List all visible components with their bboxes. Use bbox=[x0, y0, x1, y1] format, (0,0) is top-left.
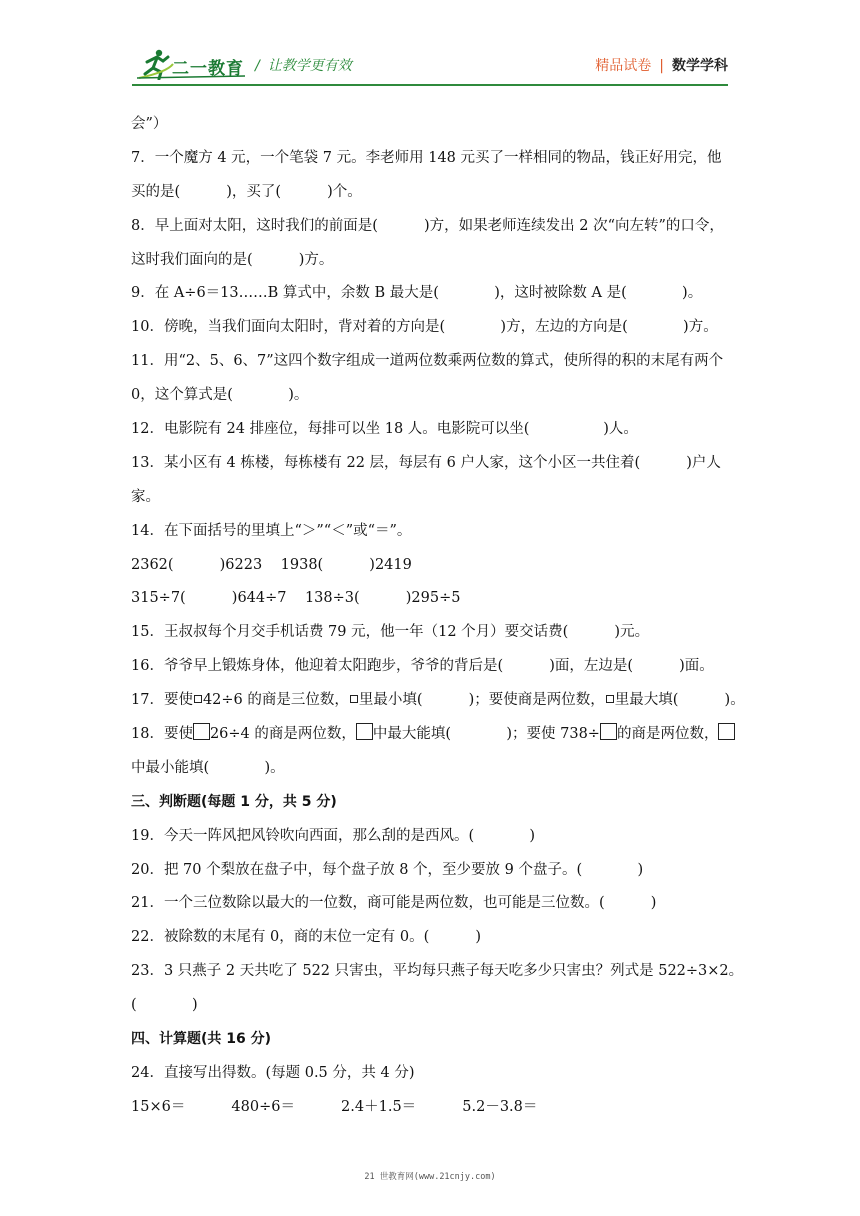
question-24: 24．直接写出得数。(每题 0.5 分，共 4 分) bbox=[131, 1064, 415, 1081]
question-20: 20．把 70 个梨放在盘子中，每个盘子放 8 个，至少要放 9 个盘子。( ) bbox=[131, 861, 644, 878]
question-17 bbox=[131, 684, 745, 718]
small-box-icon bbox=[194, 695, 202, 703]
exam-content bbox=[131, 108, 745, 1125]
question-23-line-2: ( ) bbox=[131, 997, 198, 1014]
q17-part: 17．要使 bbox=[131, 692, 193, 709]
question-21: 21．一个三位数除以最大的一位数，商可能是两位数，也可能是三位数。( ) bbox=[131, 895, 657, 912]
question-11-line-1: 11．用“2、5、6、7”这四个数字组成一道两位数乘两位数的算式，使所得的积的末尾有两个 bbox=[131, 353, 724, 370]
small-box-icon bbox=[606, 695, 614, 703]
slogan-text: 让教学更有效 bbox=[267, 58, 352, 74]
question-13-line-1: 13．某小区有 4 栋楼，每栋楼有 22 层，每层有 6 户人家，这个小区一共住着( )户人 bbox=[131, 454, 721, 471]
header-divider bbox=[132, 84, 728, 86]
question-14-row-1: 2362( )6223 1938( )2419 bbox=[131, 556, 412, 573]
question-18-line-2: 中最小能填( )。 bbox=[131, 759, 285, 776]
slogan: / 让教学更有效 bbox=[255, 58, 352, 74]
question-7-line-1: 7．一个魔方 4 元，一个笔袋 7 元。李老师用 148 元买了一样相同的物品，钱正好用完，他 bbox=[131, 149, 722, 166]
text-line: 会”） bbox=[131, 116, 168, 132]
question-16: 16．爷爷早上锻炼身体，他迎着太阳跑步，爷爷的背后是( )面，左边是( )面。 bbox=[131, 658, 714, 675]
question-14: 14．在下面括号的里填上“＞”“＜”或“＝”。 bbox=[131, 522, 412, 539]
small-box-icon bbox=[350, 695, 358, 703]
q17-part: 里最大填( )。 bbox=[614, 692, 745, 709]
question-24-row: 15×6＝ 480÷6＝ 2.4＋1.5＝ 5.2－3.8＝ bbox=[131, 1098, 538, 1115]
q18-part: 26÷4 的商是两位数， bbox=[209, 726, 356, 743]
question-18-line-1 bbox=[131, 718, 731, 752]
square-box-icon bbox=[193, 723, 210, 740]
question-22: 22．被除数的末尾有 0，商的末位一定有 0。( ) bbox=[131, 929, 482, 946]
square-box-icon bbox=[718, 723, 735, 740]
question-12: 12．电影院有 24 排座位，每排可以坐 18 人。电影院可以坐( )人。 bbox=[131, 421, 638, 438]
question-8-line-1: 8．早上面对太阳，这时我们的前面是( )方，如果老师连续发出 2 次“向左转”的口令， bbox=[131, 217, 724, 234]
label-subject: 数学学科 bbox=[672, 58, 728, 74]
q18-part: 中最大能填( )；要使 738÷ bbox=[372, 726, 600, 743]
page-footer: 21 世教育网(www.21cnjy.com) bbox=[364, 1172, 496, 1182]
page-header bbox=[0, 0, 860, 100]
question-23-line-1: 23．3 只燕子 2 天共吃了 522 只害虫，平均每只燕子每天吃多少只害虫？列式是 522÷3×2。 bbox=[131, 963, 744, 980]
q17-part: 里最小填( )；要使商是两位数， bbox=[358, 692, 605, 709]
question-15: 15．王叔叔每个月交手机话费 79 元，他一年（12 个月）要交话费( )元。 bbox=[131, 624, 650, 641]
section-heading-judgement: 三、判断题(每题 1 分，共 5 分) bbox=[131, 793, 337, 810]
question-13-line-2: 家。 bbox=[131, 488, 160, 505]
question-8-line-2: 这时我们面向的是( )方。 bbox=[131, 251, 334, 268]
label-premium: 精品试卷 bbox=[595, 58, 652, 74]
q18-part: 的商是两位数， bbox=[616, 726, 719, 743]
section-heading-calculation: 四、计算题(共 16 分) bbox=[131, 1031, 272, 1048]
square-box-icon bbox=[356, 723, 373, 740]
logo-text: 二一教育 bbox=[172, 59, 244, 79]
question-14-row-2: 315÷7( )644÷7 138÷3( )295÷5 bbox=[131, 590, 461, 607]
question-9: 9．在 A÷6＝13……B 算式中，余数 B 最大是( )，这时被除数 A 是( )。 bbox=[131, 285, 703, 302]
question-7-line-2: 买的是( )，买了( )个。 bbox=[131, 183, 362, 200]
question-10: 10．傍晚，当我们面向太阳时，背对着的方向是( )方，左边的方向是( )方。 bbox=[131, 319, 718, 336]
header-labels: 精品试卷 | 数学学科 bbox=[595, 58, 728, 74]
q17-part: 42÷6 的商是三位数， bbox=[202, 692, 349, 709]
square-box-icon bbox=[600, 723, 617, 740]
q18-part: 18．要使 bbox=[131, 726, 193, 743]
question-11-line-2: 0，这个算式是( )。 bbox=[131, 387, 309, 404]
question-19: 19．今天一阵风把风铃吹向西面，那么刮的是西风。( ) bbox=[131, 827, 536, 844]
